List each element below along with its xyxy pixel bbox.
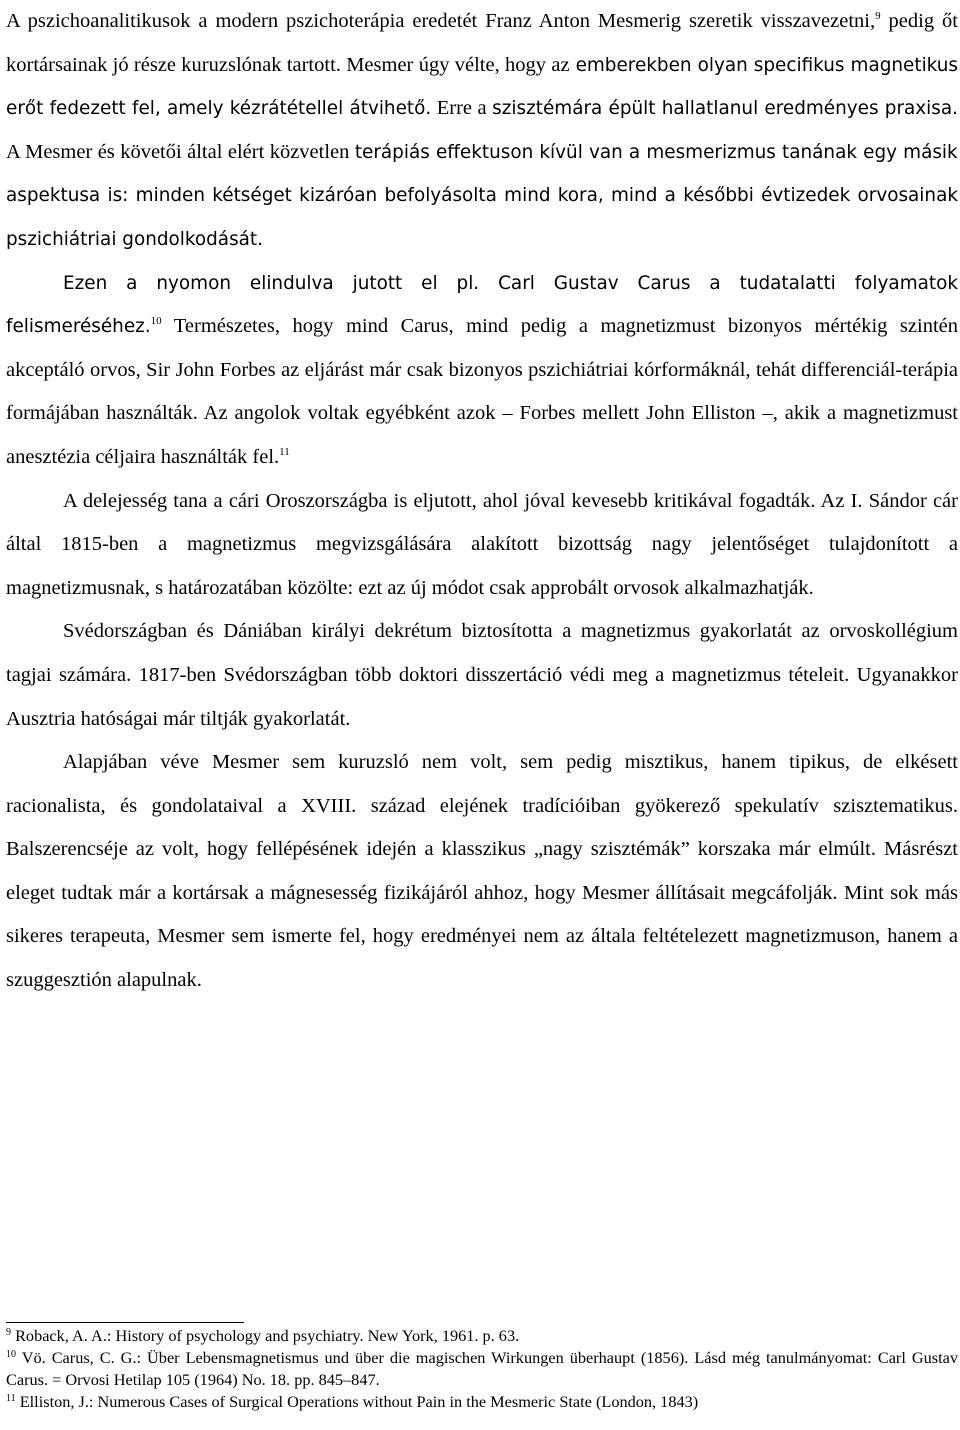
paragraph-1-sentence-6: terápiás effektuson kívül van a mesmerizmus tanának egy másik aspektusa is: minden kétséget kizáróan befolyásolta mind kora, mind a későbbi évtizedek orvosainak pszichiátriai gondolkodását. — [6, 141, 958, 250]
paragraph-2 — [6, 262, 958, 480]
document-page — [6, 0, 958, 1003]
footnote-number: 10 — [6, 1349, 16, 1360]
paragraph-3: A delejesség tana a cári Oroszországba is eljutott, ahol jóval kevesebb kritikával fogadták. Az I. Sándor cár által 1815-ben a magnetizmus megvizsgálására alakított bizottság nagy jelentőséget tulajdonított a magnetizmusnak, s határozatában közölte: ezt az új módot csak approbált orvosok alkalmazhatják. — [6, 489, 958, 599]
footnote-text: Vö. Carus, C. G.: Über Lebensmagnetismus und über die magischen Wirkungen überhaupt (1856). Lásd még tanulmányomat: Carl Gustav Carus. = Orvosi Hetilap 105 (1964) No. 18. pp. 845–847. — [6, 1348, 958, 1389]
paragraph-1-sentence-1a: A pszichoanalitikusok a modern pszichoterápia eredetét Franz Anton Mesmerig szeretik visszavezetni, — [6, 10, 876, 32]
footnote-number: 11 — [6, 1393, 16, 1404]
footnote-separator — [6, 1322, 244, 1323]
footnote-10 — [6, 1347, 958, 1391]
footnote-number: 9 — [6, 1327, 11, 1338]
paragraph-1-sentence-5: A Mesmer és követői által elért közvetlen — [6, 140, 355, 163]
paragraph-5: Alapjában véve Mesmer sem kuruzsló nem volt, sem pedig misztikus, hanem tipikus, de elkésett racionalista, és gondolataival a XVIII. század elejének tradícióiban gyökerező spekulatív szisztematikus. Balszerencséje az volt, hogy fellépésének idején a klasszikus „nagy szisztémák” korszaka már elmúlt. Másrészt eleget tudtak már a kortársak a mágnesesség fizikájáról ahhoz, hogy Mesmer állításait megcáfolják. Mint sok más sikeres terapeuta, Mesmer sem ismerte fel, hogy eredményei nem az általa feltételezett magnetizmuson, hanem a szuggesztión alapulnak. — [6, 751, 958, 992]
paragraph-2-sentence-1: Ezen a nyomon elindulva jutott el pl. Carl Gustav Carus a tudatalatti folyamatok felismeréséhez. — [6, 272, 958, 338]
footnote-ref-9[interactable]: 9 — [875, 10, 881, 22]
footnote-ref-11[interactable]: 11 — [279, 445, 290, 458]
footnote-text: Elliston, J.: Numerous Cases of Surgical Operations without Pain in the Mesmeric State (London, 1843) — [15, 1392, 699, 1411]
paragraph-1-sentence-3: Erre a — [431, 97, 493, 120]
footnote-ref-10[interactable]: 10 — [150, 315, 162, 328]
paragraph-1-sentence-4: szisztémára épült hallatlanul eredményes praxisa. — [492, 98, 958, 120]
footnote-11 — [6, 1391, 958, 1413]
footnotes-section — [6, 1322, 958, 1413]
paragraph-2-sentence-2: Természetes, hogy mind Carus, mind pedig a magnetizmust bizonyos mértékig szintén akceptáló orvos, Sir John Forbes az eljárást már csak bizonyos pszichiátriai kórformáknál, tehát differenciál-terápia formájában használták. Az angolok voltak egyébként azok – Forbes mellett John Elliston –, akik a magnetizmust anesztézia céljaira használták fel. — [6, 315, 958, 468]
paragraph-1-sentence-2: emberekben olyan specifikus magnetikus erőt fedezett fel, amely kézrátétellel átvihető. — [6, 54, 958, 120]
paragraph-4: Svédországban és Dániában királyi dekrétum biztosította a magnetizmus gyakorlatát az orvoskollégium tagjai számára. 1817-ben Svédországban több doktori disszertáció védi meg a magnetizmus tételeit. Ugyanakkor Ausztria hatóságai már tiltják gyakorlatát. — [6, 620, 958, 730]
paragraph-1 — [6, 0, 958, 262]
footnote-text: Roback, A. A.: History of psychology and psychiatry. New York, 1961. p. 63. — [11, 1326, 520, 1345]
paragraph-1-sentence-1b: pedig őt kortársainak jó része kuruzslónak tartott. Mesmer úgy vélte, hogy az — [6, 10, 958, 76]
footnote-9 — [6, 1325, 958, 1347]
